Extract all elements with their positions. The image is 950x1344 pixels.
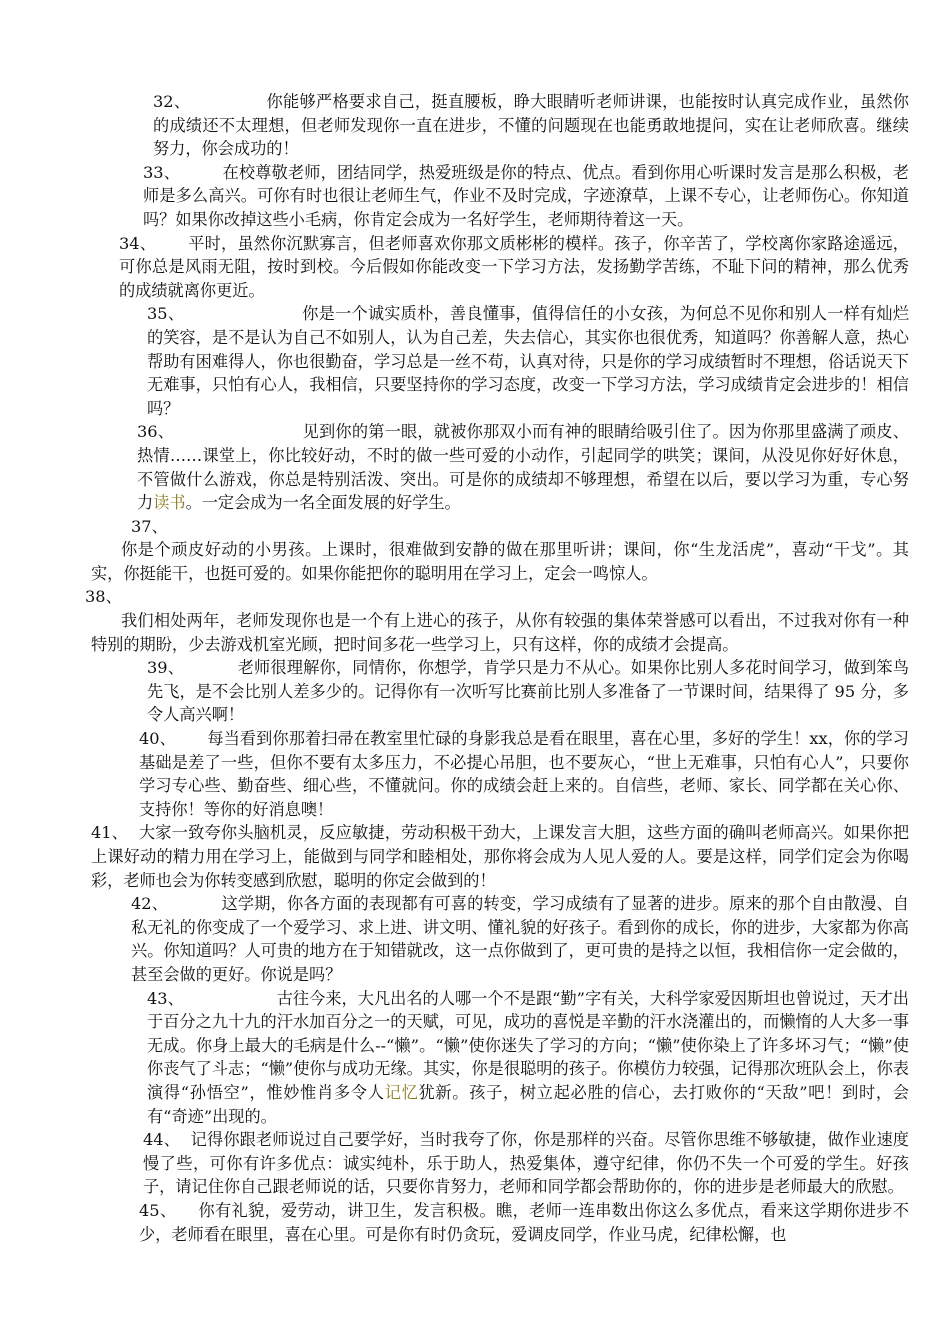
item-number: 40、 [139,729,176,749]
paragraph-text: 。一定会成为一名全面发展的好学生。 [185,493,461,513]
item-number: 33、 [143,162,181,182]
paragraph-42 [91,892,909,986]
item-number: 38、 [85,587,122,607]
item-number: 43、 [147,988,184,1008]
paragraph-text: 见到你的第一眼，就被你那双小而有神的眼睛给吸引住了。因为你那里盛满了顽皮、热情……课堂上，你比较好动，不时的做一些可爱的小动作，引起同学的哄笑；课间，从没见你好好休息，不管做什么游戏，你总是特别活泼、突出。可是你的成绩却不够理想，希望在以后，要以学习为重，专心努力 [137,422,909,513]
item-number: 35、 [147,304,185,324]
paragraph-36 [91,420,909,514]
item-number: 37、 [131,516,168,536]
paragraph-38-number [85,585,909,609]
document-page [85,90,910,1246]
paragraph-44 [91,1128,909,1199]
paragraph-text: 老师很理解你，同情你，你想学，肯学只是力不从心。如果你比别人多花时间学习，做到笨鸟先飞，是不会比别人差多少的。记得你有一次听写比赛前比别人多准备了一节课时间，结果得了 95 分，多令人高兴啊！ [147,658,909,725]
paragraph-text: 我们相处两年，老师发现你也是一个有上进心的孩子，从你有较强的集体荣誉感可以看出，不过我对你有一种特别的期盼，少去游戏机室光顾，把时间多花一些学习上，只有这样，你的成绩才会提高。 [91,611,909,654]
paragraph-35 [91,302,909,420]
paragraph-text: 你是个顽皮好动的小男孩。上课时，很难做到安静的做在那里听讲；课间，你“生龙活虎”，喜动“干戈”。其实，你挺能干，也挺可爱的。如果你能把你的聪明用在学习上，定会一鸣惊人。 [91,540,909,583]
paragraph-text: 记得你跟老师说过自己要学好，当时我夸了你，你是那样的兴奋。尽管你思维不够敏捷，做作业速度慢了些，可你有许多优点：诚实纯朴，乐于助人，热爱集体，遵守纪律，你仍不失一个可爱的学生。好孩子，请记住你自己跟老师说的话，只要你肯努力，老师和同学都会帮助你的，你的进步是老师最大的欣慰。 [143,1130,909,1197]
paragraph-text: 大家一致夸你头脑机灵，反应敏捷，劳动积极干劲大，上课发言大胆，这些方面的确叫老师高兴。如果你把上课好动的精力用在学习上，能做到与同学和睦相处，那你将会成为人见人爱的人。要是这样，同学们定会为你喝彩，老师也会为你转变感到欣慰，聪明的你定会做到的！ [91,823,910,890]
paragraph-text: 平时，虽然你沉默寡言，但老师喜欢你那文质彬彬的模样。孩子，你辛苦了，学校离你家路途遥远，可你总是风雨无阻，按时到校。今后假如你能改变一下学习方法，发扬勤学苦练，不耻下问的精神，那么优秀的成绩就离你更近。 [119,233,909,300]
item-number: 36、 [137,422,175,442]
paragraph-32 [91,90,909,161]
paragraph-43 [91,987,909,1129]
item-number: 45、 [139,1200,177,1220]
paragraph-33 [91,161,909,232]
item-number: 44、 [143,1130,181,1150]
paragraph-text: 这学期，你各方面的表现都有可喜的转变，学习成绩有了显著的进步。原来的那个自由散漫、自私无礼的你变成了一个爱学习、求上进、讲文明、懂礼貌的好孩子。看到你的成长，你的进步，大家都为你高兴。你知道吗？人可贵的地方在于知错就改，这一点你做到了，更可贵的是持之以恒，我相信你一定会做的，甚至会做的更好。你说是吗？ [131,894,909,984]
memory-link[interactable]: 记忆 [384,1082,419,1102]
paragraph-text: 你有礼貌，爱劳动，讲卫生，发言积极。瞧，老师一连串数出你这么多优点，看来这学期你进步不少，老师看在眼里，喜在心里。可是你有时仍贪玩，爱调皮同学，作业马虎，纪律松懈，也 [139,1200,909,1244]
paragraph-text: 在校尊敬老师，团结同学，热爱班级是你的特点、优点。看到你用心听课时发言是那么积极，老师是多么高兴。可你有时也很让老师生气，作业不及时完成，字迹潦草，上课不专心，让老师伤心。你知道吗？如果你改掉这些小毛病，你肯定会成为一名好学生，老师期待着这一天。 [143,162,909,229]
item-number: 42、 [131,894,169,914]
paragraph-37-number [91,515,909,539]
paragraph-45 [91,1199,909,1246]
paragraph-41 [91,821,909,892]
item-number: 41、 [91,823,129,843]
paragraph-text: 古往今来，大凡出名的人哪一个不是跟“勤”字有关，大科学家爱因斯坦也曾说过，天才出于百分之九十九的汗水加百分之一的天赋，可见，成功的喜悦是辛勤的汗水浇灌出的，而懒惰的人大多一事无成。你身上最大的毛病是什么--“懒”。“懒”使你迷失了学习的方向；“懒”使你染上了许多坏习气；“懒”使你丧气了斗志；“懒”使你与成功无缘。其实，你是很聪明的孩子。你模仿力较强，记得那次班队会上，你表演得“孙悟空”，惟妙惟肖多令人 [147,988,909,1102]
paragraph-34 [91,232,909,303]
item-number: 34、 [119,233,157,253]
paragraph-37 [91,538,909,585]
item-number: 39、 [147,658,185,678]
paragraph-38 [91,609,909,656]
paragraph-text: 你是一个诚实质朴，善良懂事，值得信任的小女孩，为何总不见你和别人一样有灿烂的笑容，是不是认为自己不如别人，认为自己差，失去信心，其实你也很优秀，知道吗？你善解人意，热心帮助有困难得人，你也很勤奋，学习总是一丝不苟，认真对待，只是你的学习成绩暂时不理想，俗话说天下无难事，只怕有心人，我相信，只要坚持你的学习态度，改变一下学习方法，学习成绩肯定会进步的！相信吗？ [147,304,910,418]
item-number: 32、 [153,92,191,111]
paragraph-39 [91,656,909,727]
paragraph-text: 每当看到你那着扫帚在教室里忙碌的身影我总是看在眼里，喜在心里，多好的学生！xx，你的学习基础是差了一些，但你不要有太多压力，不必提心吊胆，也不要灰心，“世上无难事，只怕有心人”，只要你学习专心些、勤奋些、细心些，不懂就问。你的成绩会赶上来的。自信些，老师、家长、同学都在关心你、支持你！等你的好消息噢！ [139,729,909,819]
read-link[interactable]: 读书 [153,493,186,513]
paragraph-text: 犹新。孩子，树立起必胜的信心，去打败你的“天敌”吧！到时，会有“奇迹”出现的。 [147,1082,909,1126]
paragraph-40 [91,727,909,821]
paragraph-text: 你能够严格要求自己，挺直腰板，睁大眼睛听老师讲课，也能按时认真完成作业，虽然你的成绩还不太理想，但老师发现你一直在进步，不懂的问题现在也能勇敢地提问，实在让老师欣喜。继续努力，你会成功的！ [153,92,909,159]
